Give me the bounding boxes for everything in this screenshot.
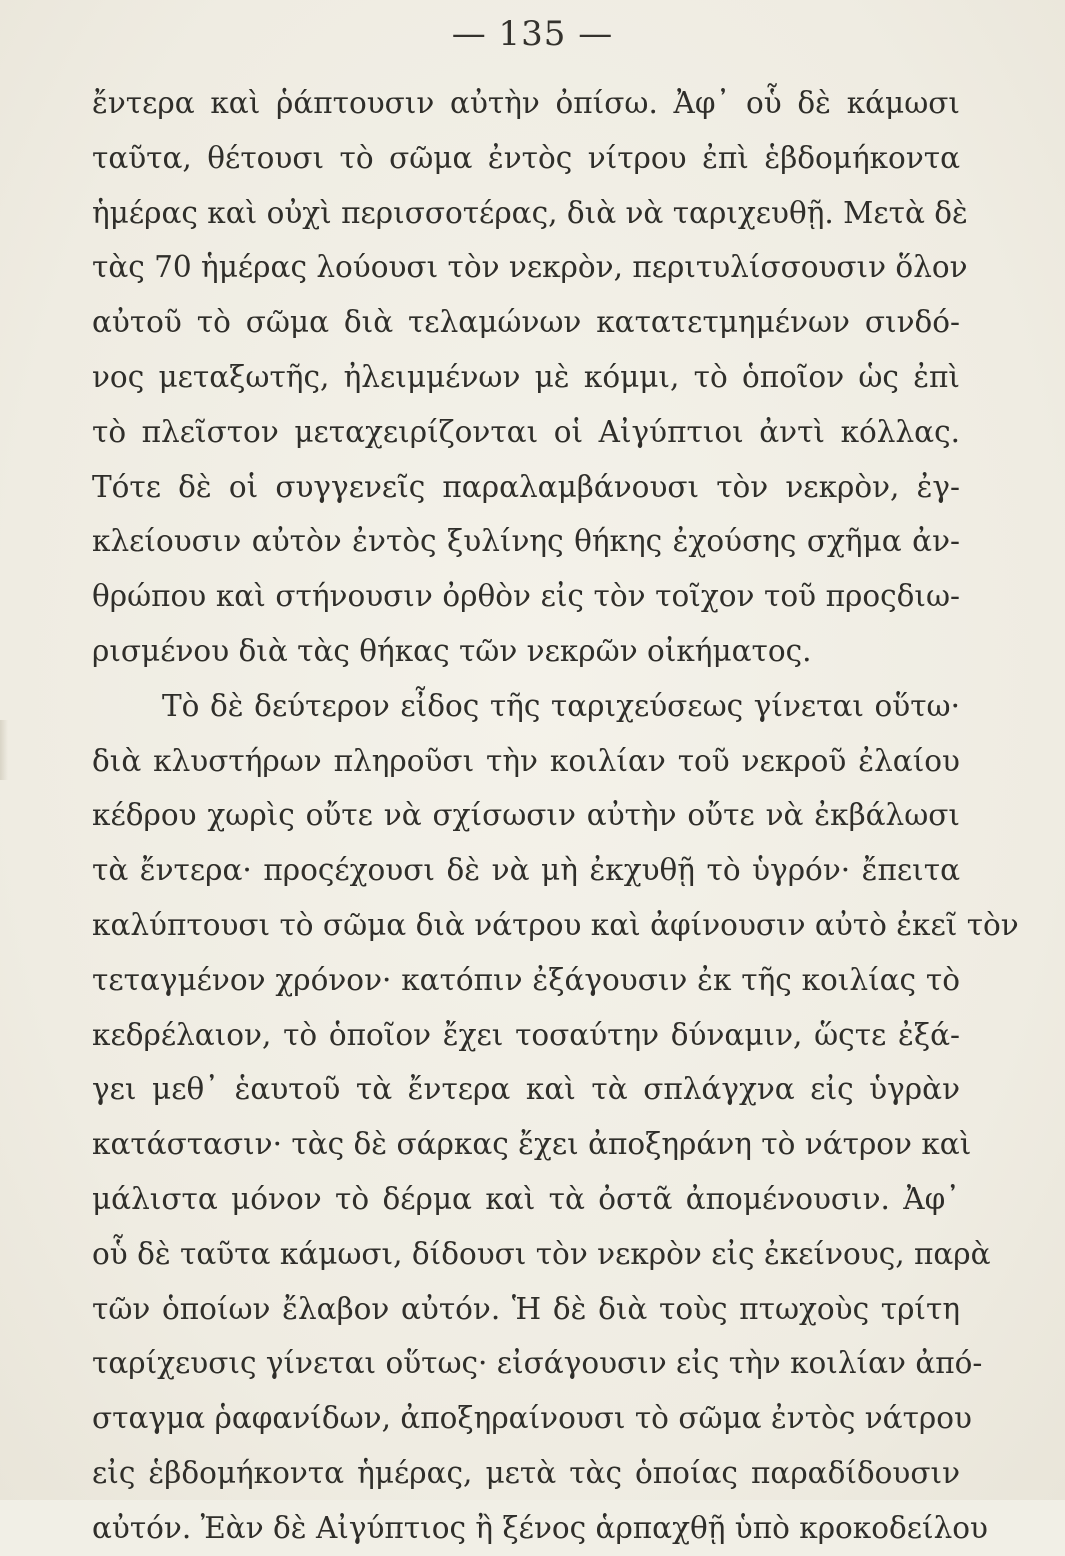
text-line: ταρίχευσις γίνεται οὕτως· εἰσάγουσιν εἰς τὴν κοιλίαν ἀπό- xyxy=(92,1346,983,1381)
text-line: ἡμέρας καὶ οὐχὶ περισσοτέρας, διὰ νὰ ταριχευθῇ. Μετὰ δὲ xyxy=(92,195,968,230)
text-line: καλύπτουσι τὸ σῶμα διὰ νάτρου καὶ ἀφίνουσιν αὐτὸ ἐκεῖ τὸν xyxy=(92,907,1019,942)
text-line: ταῦτα, θέτουσι τὸ σῶμα ἐντὸς νίτρου ἐπὶ ἑβδομήκοντα xyxy=(92,140,960,175)
page-edge-stain xyxy=(0,720,8,780)
text-line: τὰς 70 ἡμέρας λούουσι τὸν νεκρὸν, περιτυλίσσουσιν ὅλον xyxy=(92,250,968,285)
text-line: τῶν ὁποίων ἔλαβον αὐτόν. Ἡ δὲ διὰ τοὺς πτωχοὺς τρίτη xyxy=(92,1291,960,1326)
text-line: νος μεταξωτῆς, ἠλειμμένων μὲ κόμμι, τὸ ὁποῖον ὡς ἐπὶ xyxy=(92,359,960,394)
text-line: οὗ δὲ ταῦτα κάμωσι, δίδουσι τὸν νεκρὸν εἰς ἐκείνους, παρὰ xyxy=(92,1236,991,1271)
text-line: θρώπου καὶ στήνουσιν ὀρθὸν εἰς τὸν τοῖχον τοῦ προςδιω- xyxy=(92,579,960,614)
text-line: τὰ ἔντερα· προςέχουσι δὲ νὰ μὴ ἐκχυθῇ τὸ ὑγρόν· ἔπειτα xyxy=(92,853,960,888)
text-line: ρισμένου διὰ τὰς θήκας τῶν νεκρῶν οἰκήματος. xyxy=(92,633,812,668)
text-line: διὰ κλυστήρων πληροῦσι τὴν κοιλίαν τοῦ νεκροῦ ἐλαίου xyxy=(92,743,960,778)
text-line: γει μεθ᾽ ἑαυτοῦ τὰ ἔντερα καὶ τὰ σπλάγχνα εἰς ὑγρὰν xyxy=(92,1072,960,1107)
text-line: κέδρου χωρὶς οὔτε νὰ σχίσωσιν αὐτὴν οὔτε νὰ ἐκβάλωσι xyxy=(92,798,960,833)
text-line: τὸ πλεῖστον μεταχειρίζονται οἱ Αἰγύπτιοι ἀντὶ κόλλας. xyxy=(92,414,960,449)
page-number: — 135 — xyxy=(451,14,614,54)
text-line: Τότε δὲ οἱ συγγενεῖς παραλαμβάνουσι τὸν νεκρὸν, ἐγ- xyxy=(92,469,960,504)
text-line: αὐτόν. Ἐὰν δὲ Αἰγύπτιος ἢ ξένος ἁρπαχθῇ ὑπὸ κροκοδείλου xyxy=(92,1510,988,1545)
text-line: τεταγμένον χρόνον· κατόπιν ἐξάγουσιν ἐκ τῆς κοιλίας τὸ xyxy=(92,962,960,997)
text-line: ἔντερα καὶ ῥάπτουσιν αὐτὴν ὀπίσω. Ἀφ᾽ οὗ δὲ κάμωσι xyxy=(92,86,960,120)
text-line: κατάστασιν· τὰς δὲ σάρκας ἔχει ἀποξηράνη τὸ νάτρον καὶ xyxy=(92,1127,972,1162)
text-line: μάλιστα μόνον τὸ δέρμα καὶ τὰ ὀστᾶ ἀπομένουσιν. Ἀφ᾽ xyxy=(92,1181,960,1216)
paragraph-first-line: Τὸ δὲ δεύτερον εἶδος τῆς ταριχεύσεως γίνεται οὕτω· xyxy=(162,688,960,723)
text-line: κλείουσιν αὐτὸν ἐντὸς ξυλίνης θήκης ἐχούσης σχῆμα ἀν- xyxy=(92,524,960,559)
text-line: κεδρέλαιον, τὸ ὁποῖον ἔχει τοσαύτην δύναμιν, ὥςτε ἐξά- xyxy=(92,1017,960,1052)
text-line: σταγμα ῥαφανίδων, ἀποξηραίνουσι τὸ σῶμα ἐντὸς νάτρου xyxy=(92,1401,972,1436)
text-line: εἰς ἑβδομήκοντα ἡμέρας, μετὰ τὰς ὁποίας παραδίδουσιν xyxy=(92,1455,960,1490)
body-text xyxy=(92,76,1019,1556)
text-line: αὐτοῦ τὸ σῶμα διὰ τελαμώνων κατατετμημένων σινδό- xyxy=(92,305,960,340)
